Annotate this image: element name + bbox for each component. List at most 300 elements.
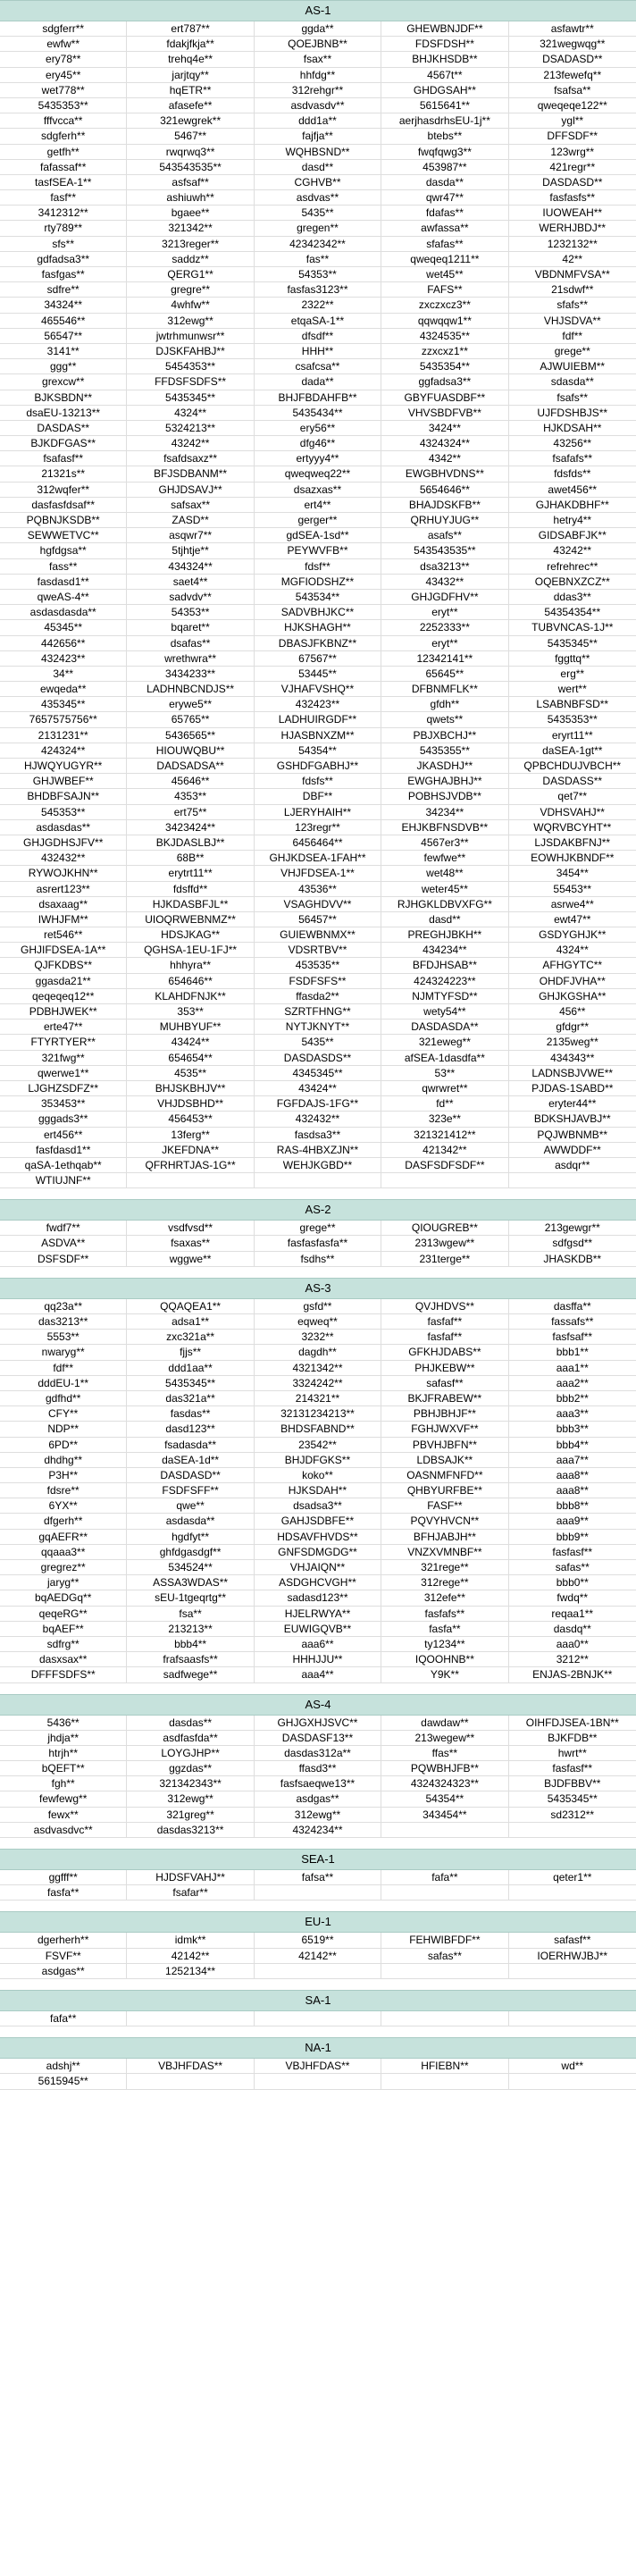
table-cell: safasf**	[554, 1934, 591, 1947]
table-cell: 7657575756**	[0, 712, 127, 726]
table-cell: fdf**	[0, 1361, 127, 1375]
table-cell: HJWQYUGYR**	[0, 759, 127, 773]
table-cell: GHJDSAVJ**	[127, 482, 254, 497]
table-cell: PBHJBHJF**	[381, 1406, 508, 1421]
table-cell: 4535**	[127, 1066, 254, 1080]
table-cell: fasfdasd1**	[0, 1143, 127, 1157]
table-row	[0, 1870, 636, 1885]
table-cell: fassafs**	[551, 1315, 594, 1328]
table-cell: dfg46**	[255, 436, 381, 450]
table-cell: fasfasf**	[552, 1545, 593, 1558]
table-cell: trehq4e**	[127, 52, 254, 66]
table-cell: 4342**	[381, 451, 508, 466]
table-cell: 123regr**	[255, 820, 381, 835]
table-row	[0, 436, 636, 451]
table-cell: sfs**	[0, 237, 127, 251]
group-header: NA-1	[0, 2037, 636, 2059]
table-row	[0, 113, 636, 129]
table-cell: fsafsa**	[554, 83, 591, 96]
table-cell: aaa0**	[556, 1637, 589, 1650]
table-cell: QOEJBNB**	[255, 37, 381, 51]
table-cell: BFJSDBANM**	[127, 466, 254, 481]
group-header: AS-2	[0, 1199, 636, 1221]
table-cell: QERG1**	[127, 267, 254, 281]
table-row	[0, 129, 636, 144]
table-cell: 312ewg**	[127, 314, 254, 328]
table-cell: 456**	[559, 1005, 586, 1018]
table-cell: BHJDFGKS**	[255, 1453, 381, 1467]
table-row	[0, 329, 636, 344]
table-cell: EWGBHVDNS**	[381, 466, 508, 481]
table-cell: LOYGJHP**	[127, 1746, 254, 1760]
table-cell: BKJDASLBJ**	[127, 835, 254, 850]
table-cell: koko**	[255, 1468, 381, 1482]
table-cell: aaa8**	[556, 1484, 589, 1498]
table-cell: GNFSDMGDG**	[255, 1545, 381, 1559]
table-cell: qeqeRG**	[0, 1607, 127, 1621]
table-cell: VJHAFVSHQ**	[255, 682, 381, 696]
table-cell: 4324**	[556, 944, 589, 957]
table-cell: ddas3**	[553, 590, 591, 603]
table-cell: PQVYHVCN**	[381, 1514, 508, 1528]
table-cell: VDHSVAHJ**	[540, 805, 605, 818]
table-cell: GSDYGHJK**	[539, 928, 607, 942]
table-cell: HDSAVFHVDS**	[255, 1530, 381, 1544]
table-row	[0, 451, 636, 466]
table-cell: GAHJSDBFE**	[255, 1514, 381, 1528]
table-row	[0, 1545, 636, 1560]
table-row	[0, 1746, 636, 1761]
table-cell: 4353**	[127, 789, 254, 803]
group-section	[0, 1694, 636, 1839]
table-cell: fjjs**	[127, 1345, 254, 1359]
table-cell	[255, 1885, 381, 1900]
table-cell: ert787**	[127, 21, 254, 36]
table-cell: bqaret**	[127, 620, 254, 634]
table-cell: dddEU-1**	[0, 1376, 127, 1390]
table-cell: fd**	[381, 1096, 508, 1111]
table-cell: BHJKHSDB**	[381, 52, 508, 66]
table-cell: 442656**	[0, 636, 127, 650]
table-cell: GHJIFDSEA-1A**	[0, 943, 127, 957]
table-cell: HJASBNXZM**	[255, 728, 381, 743]
table-cell: 453535**	[255, 958, 381, 972]
table-cell: qq23a**	[0, 1299, 127, 1313]
table-cell: fasfasf**	[552, 1762, 593, 1775]
table-cell: 1232132**	[547, 237, 598, 250]
table-cell: AFHGYTC**	[542, 959, 603, 972]
table-cell: asdasda**	[127, 1514, 254, 1528]
table-cell: 5435345**	[127, 1376, 254, 1390]
table-cell: BFHJABJH**	[381, 1530, 508, 1544]
table-cell: UIOQRWEBNMZ**	[127, 912, 254, 927]
table-cell: 534524**	[127, 1560, 254, 1574]
table-cell: erytrt11**	[127, 866, 254, 880]
table-cell	[509, 2074, 636, 2088]
table-cell: 5553**	[0, 1330, 127, 1344]
table-cell: fasdsa3**	[255, 1128, 381, 1142]
table-cell: fasf**	[0, 190, 127, 205]
table-cell: 321321412**	[381, 1128, 508, 1142]
table-cell	[381, 2074, 508, 2088]
table-cell: dasd**	[255, 160, 381, 174]
table-row	[0, 651, 636, 667]
table-cell: BHDSFABND**	[255, 1422, 381, 1436]
table-cell: FASF**	[381, 1498, 508, 1513]
table-cell: fdafas**	[381, 206, 508, 220]
table-cell: DASDAS**	[0, 421, 127, 435]
table-cell: fsafdsaxz**	[127, 451, 254, 466]
table-cell: 6PD**	[0, 1438, 127, 1452]
table-cell: ret546**	[0, 927, 127, 942]
table-row	[0, 513, 636, 528]
table-row	[0, 943, 636, 958]
table-cell: 5454353**	[127, 359, 254, 373]
table-cell: hqETR**	[127, 83, 254, 97]
table-cell: eryt**	[381, 605, 508, 619]
table-cell: dasdq**	[553, 1622, 591, 1635]
table-cell: gfdh**	[381, 697, 508, 711]
table-cell: aaa8**	[556, 1468, 589, 1481]
table-cell: 312efe**	[381, 1590, 508, 1605]
table-cell: dsa3213**	[381, 559, 508, 574]
table-cell: 5436565**	[127, 728, 254, 743]
table-row	[0, 835, 636, 851]
table-cell: grexcw**	[0, 374, 127, 389]
table-row	[0, 1761, 636, 1776]
table-cell: sdfgsd**	[552, 1237, 593, 1250]
table-cell: bbb4**	[556, 1438, 589, 1451]
table-cell: 53445**	[255, 667, 381, 681]
table-cell: 3324242**	[255, 1376, 381, 1390]
table-cell: fafassaf**	[0, 160, 127, 174]
table-cell: BHJSKBHJV**	[127, 1081, 254, 1095]
table-row	[0, 1128, 636, 1143]
table-row	[0, 344, 636, 359]
table-cell: DFBNMFLK**	[381, 682, 508, 696]
table-cell: ENJAS-2BNJK**	[532, 1668, 613, 1682]
table-cell: asdqr**	[555, 1158, 590, 1171]
table-cell: BJKDFGAS**	[0, 436, 127, 450]
table-cell: 4567t**	[381, 68, 508, 82]
table-cell: htrjh**	[0, 1746, 127, 1760]
table-cell: POBHSJVDB**	[381, 789, 508, 803]
table-cell: fdsfds**	[554, 467, 591, 481]
group-section	[0, 2037, 636, 2089]
table-cell: DBF**	[255, 789, 381, 803]
table-cell: fafa**	[381, 1870, 508, 1884]
table-cell: 432423**	[255, 697, 381, 711]
table-cell: bbb1**	[556, 1346, 589, 1359]
table-cell: 312rehgr**	[255, 83, 381, 97]
table-cell: asdgas**	[255, 1791, 381, 1806]
table-cell: WQRVBCYHT**	[533, 820, 612, 834]
table-cell: 654654**	[127, 1051, 254, 1065]
table-cell: jarjtqy**	[127, 68, 254, 82]
table-cell	[255, 1173, 381, 1187]
table-cell	[255, 2011, 381, 2026]
table-cell: 321wegwqg**	[540, 38, 606, 51]
table-cell: ASSA3WDAS**	[127, 1575, 254, 1590]
table-cell: 312ewg**	[127, 1791, 254, 1806]
table-cell: 353**	[127, 1004, 254, 1019]
table-cell: WQHBSND**	[255, 145, 381, 159]
table-row	[0, 21, 636, 37]
table-cell: das3213**	[0, 1314, 127, 1329]
table-cell: MGFIODSHZ**	[255, 575, 381, 589]
table-cell: getfh**	[0, 145, 127, 159]
table-cell	[381, 1173, 508, 1187]
table-cell: dfsdf**	[255, 329, 381, 343]
table-cell: IWHJFM**	[0, 912, 127, 927]
table-cell: FSDFSFF**	[127, 1483, 254, 1498]
table-cell: 54353**	[255, 267, 381, 281]
table-row	[0, 314, 636, 329]
table-cell: refrehrec**	[547, 559, 598, 573]
table-row	[0, 390, 636, 406]
table-cell: 4345345**	[255, 1066, 381, 1080]
table-cell: 45345**	[0, 620, 127, 634]
table-cell: zxczxcz3**	[381, 298, 508, 312]
table-cell: 434234**	[381, 943, 508, 957]
table-cell: DASFSDFSDF**	[381, 1158, 508, 1172]
table-cell: 432432**	[255, 1112, 381, 1126]
table-row	[0, 590, 636, 605]
table-cell: dawdaw**	[381, 1716, 508, 1730]
table-cell: 12342141**	[381, 651, 508, 666]
table-cell: FEHWIBFDF**	[381, 1933, 508, 1947]
table-cell: VHVSBDFVB**	[381, 406, 508, 420]
table-cell: QHBYURFBE**	[381, 1483, 508, 1498]
table-row	[0, 820, 636, 835]
table-cell: 456453**	[127, 1112, 254, 1126]
table-cell: eryter44**	[548, 1097, 597, 1111]
table-cell: 5435354**	[381, 359, 508, 373]
table-row	[0, 1949, 636, 1964]
table-cell: RYWOJKHN**	[0, 866, 127, 880]
table-cell: DASDASD**	[127, 1468, 254, 1482]
table-cell	[509, 1173, 636, 1187]
table-cell: ghfdgasdgf**	[127, 1545, 254, 1559]
table-cell: qweAS-4**	[0, 590, 127, 604]
table-cell: 43424**	[127, 1035, 254, 1049]
group-header: AS-3	[0, 1278, 636, 1299]
table-cell: FSVF**	[0, 1949, 127, 1963]
table-cell: SZRTFHNG**	[255, 1004, 381, 1019]
table-cell: ffasd3**	[255, 1761, 381, 1775]
table-cell	[381, 1964, 508, 1978]
table-row	[0, 1173, 636, 1188]
group-header: EU-1	[0, 1911, 636, 1933]
table-cell: 6456464**	[255, 835, 381, 850]
table-cell: BHAJDSKFB**	[381, 498, 508, 512]
table-cell: ert456**	[0, 1128, 127, 1142]
table-cell: qweqweq22**	[255, 466, 381, 481]
table-cell: ggasda21**	[0, 974, 127, 988]
table-row	[0, 743, 636, 759]
table-cell: ert4**	[255, 498, 381, 512]
table-cell: erywe5**	[127, 697, 254, 711]
table-cell: fasfsaeqwe13**	[255, 1776, 381, 1791]
table-cell: 5435345**	[127, 390, 254, 405]
table-cell: aaa6**	[255, 1637, 381, 1651]
group-section	[0, 1990, 636, 2026]
table-cell: ewt47**	[554, 912, 591, 926]
table-cell: 1252134**	[127, 1964, 254, 1978]
table-cell: 34**	[0, 667, 127, 681]
table-cell: VHJDSBHD**	[127, 1096, 254, 1111]
table-cell: GJHAKDBHF**	[535, 498, 609, 511]
table-cell: BJDFBBV**	[544, 1777, 601, 1791]
table-cell: QGHSA-1EU-1FJ**	[127, 943, 254, 957]
table-cell: gregrez**	[0, 1560, 127, 1574]
table-cell: QIOUGREB**	[381, 1221, 508, 1235]
table-cell: GSHDFGABHJ**	[255, 759, 381, 773]
table-cell: hgdfyt**	[127, 1530, 254, 1544]
table-cell: QJFKDBS**	[0, 958, 127, 972]
table-cell: ggzdas**	[127, 1761, 254, 1775]
table-cell: BHJFBDAHFB**	[255, 390, 381, 405]
table-cell: EUWIGQVB**	[255, 1622, 381, 1636]
table-cell: 43424**	[255, 1081, 381, 1095]
table-cell: qeqeqeq12**	[0, 989, 127, 1003]
table-cell: aaa1**	[556, 1361, 589, 1374]
table-cell: asdasdasda**	[0, 605, 127, 619]
table-cell: HFIEBN**	[381, 2059, 508, 2073]
table-cell: jwtrhmunwsr**	[127, 329, 254, 343]
table-cell: bqAEDGq**	[0, 1590, 127, 1605]
table-row	[0, 1590, 636, 1606]
table-cell: JKASDHJ**	[381, 759, 508, 773]
table-cell: 543534**	[255, 590, 381, 604]
group-header: AS-1	[0, 0, 636, 21]
table-row	[0, 2074, 636, 2089]
table-cell: 65765**	[127, 712, 254, 726]
table-cell: HJELRWYA**	[255, 1607, 381, 1621]
table-cell: 5436**	[0, 1716, 127, 1730]
table-cell: safas**	[381, 1949, 508, 1963]
table-cell: GBYFUASDBF**	[381, 390, 508, 405]
table-cell: fsax**	[255, 52, 381, 66]
table-cell: 3412312**	[0, 206, 127, 220]
table-cell: 214321**	[255, 1391, 381, 1405]
table-cell: afSEA-1dasdfa**	[381, 1051, 508, 1065]
group-spacer	[0, 2026, 636, 2037]
table-row	[0, 282, 636, 298]
table-row	[0, 1143, 636, 1158]
table-cell: dasd**	[381, 912, 508, 927]
table-cell: FGFDAJS-1FG**	[255, 1096, 381, 1111]
table-cell: idmk**	[127, 1933, 254, 1947]
table-cell: 43242**	[127, 436, 254, 450]
table-cell: 312wqfer**	[0, 482, 127, 497]
table-cell: asrwe4**	[550, 897, 594, 910]
table-cell: fsafar**	[127, 1885, 254, 1900]
table-row	[0, 252, 636, 267]
table-cell	[127, 1173, 254, 1187]
table-cell: dasfasfdsaf**	[0, 498, 127, 512]
table-cell: 5467**	[127, 129, 254, 143]
table-row	[0, 1391, 636, 1406]
table-cell: GHDGSAH**	[381, 83, 508, 97]
table-row	[0, 1019, 636, 1035]
table-cell: sEU-1tgeqrtg**	[127, 1590, 254, 1605]
table-cell: qwerwe1**	[0, 1066, 127, 1080]
table-row	[0, 912, 636, 927]
table-cell: 5435**	[255, 206, 381, 220]
table-cell: VBJHFDAS**	[127, 2059, 254, 2073]
table-cell: 312rege**	[381, 1575, 508, 1590]
table-row	[0, 1885, 636, 1901]
table-cell: NDP**	[0, 1422, 127, 1436]
table-cell: fajfja**	[255, 129, 381, 143]
table-cell: LADHUIRGDF**	[255, 712, 381, 726]
table-row	[0, 1158, 636, 1173]
table-row	[0, 1299, 636, 1314]
table-cell: bbb0**	[556, 1576, 589, 1590]
table-row	[0, 1376, 636, 1391]
table-cell: 5435353**	[0, 98, 127, 113]
table-cell: HJDSFVAHJ**	[127, 1870, 254, 1884]
table-cell: 3212**	[556, 1653, 589, 1666]
group-section	[0, 0, 636, 1188]
table-row	[0, 406, 636, 421]
group-spacer	[0, 1838, 636, 1849]
table-row	[0, 1314, 636, 1330]
table-cell: 54354354**	[544, 606, 601, 619]
table-cell: 4324324**	[381, 436, 508, 450]
table-cell: FTYRTYER**	[0, 1035, 127, 1049]
table-cell: GHJGDFHV**	[381, 590, 508, 604]
table-cell: dagdh**	[255, 1345, 381, 1359]
table-cell: sdfrg**	[0, 1637, 127, 1651]
table-cell: DBASJFKBNZ**	[255, 636, 381, 650]
table-cell: fffvcca**	[0, 113, 127, 128]
table-cell: WTIUJNF**	[0, 1173, 127, 1187]
table-cell: asfawtr**	[550, 22, 594, 35]
table-row	[0, 1361, 636, 1376]
group-header: SEA-1	[0, 1849, 636, 1870]
table-cell: 42142**	[255, 1949, 381, 1963]
table-cell: ery78**	[0, 52, 127, 66]
table-cell: wggwe**	[127, 1252, 254, 1266]
table-cell: bbb3**	[556, 1422, 589, 1436]
table-cell: hhhyra**	[127, 958, 254, 972]
table-cell: ery45**	[0, 68, 127, 82]
table-cell: 321greg**	[127, 1808, 254, 1822]
table-cell: 213gewgr**	[544, 1221, 600, 1235]
table-row	[0, 466, 636, 482]
table-row	[0, 1004, 636, 1019]
table-cell: EHJKBFNSDVB**	[381, 820, 508, 835]
table-cell: fasfas3123**	[255, 282, 381, 297]
table-cell: PQWBHJFB**	[381, 1761, 508, 1775]
table-cell: FFDSFSDFS**	[127, 374, 254, 389]
table-cell: sadfwege**	[127, 1667, 254, 1682]
table-row	[0, 160, 636, 175]
table-cell: dsaxaag**	[0, 897, 127, 911]
table-cell: jaryg**	[0, 1575, 127, 1590]
table-cell: 3424**	[381, 421, 508, 435]
table-cell	[509, 1964, 636, 1978]
table-cell: gregre**	[127, 282, 254, 297]
table-cell: 432423**	[0, 651, 127, 666]
table-cell: 465546**	[0, 314, 127, 328]
table-row	[0, 682, 636, 697]
group-header: AS-4	[0, 1694, 636, 1716]
table-cell: 43432**	[381, 575, 508, 589]
table-cell: dsafas**	[127, 636, 254, 650]
